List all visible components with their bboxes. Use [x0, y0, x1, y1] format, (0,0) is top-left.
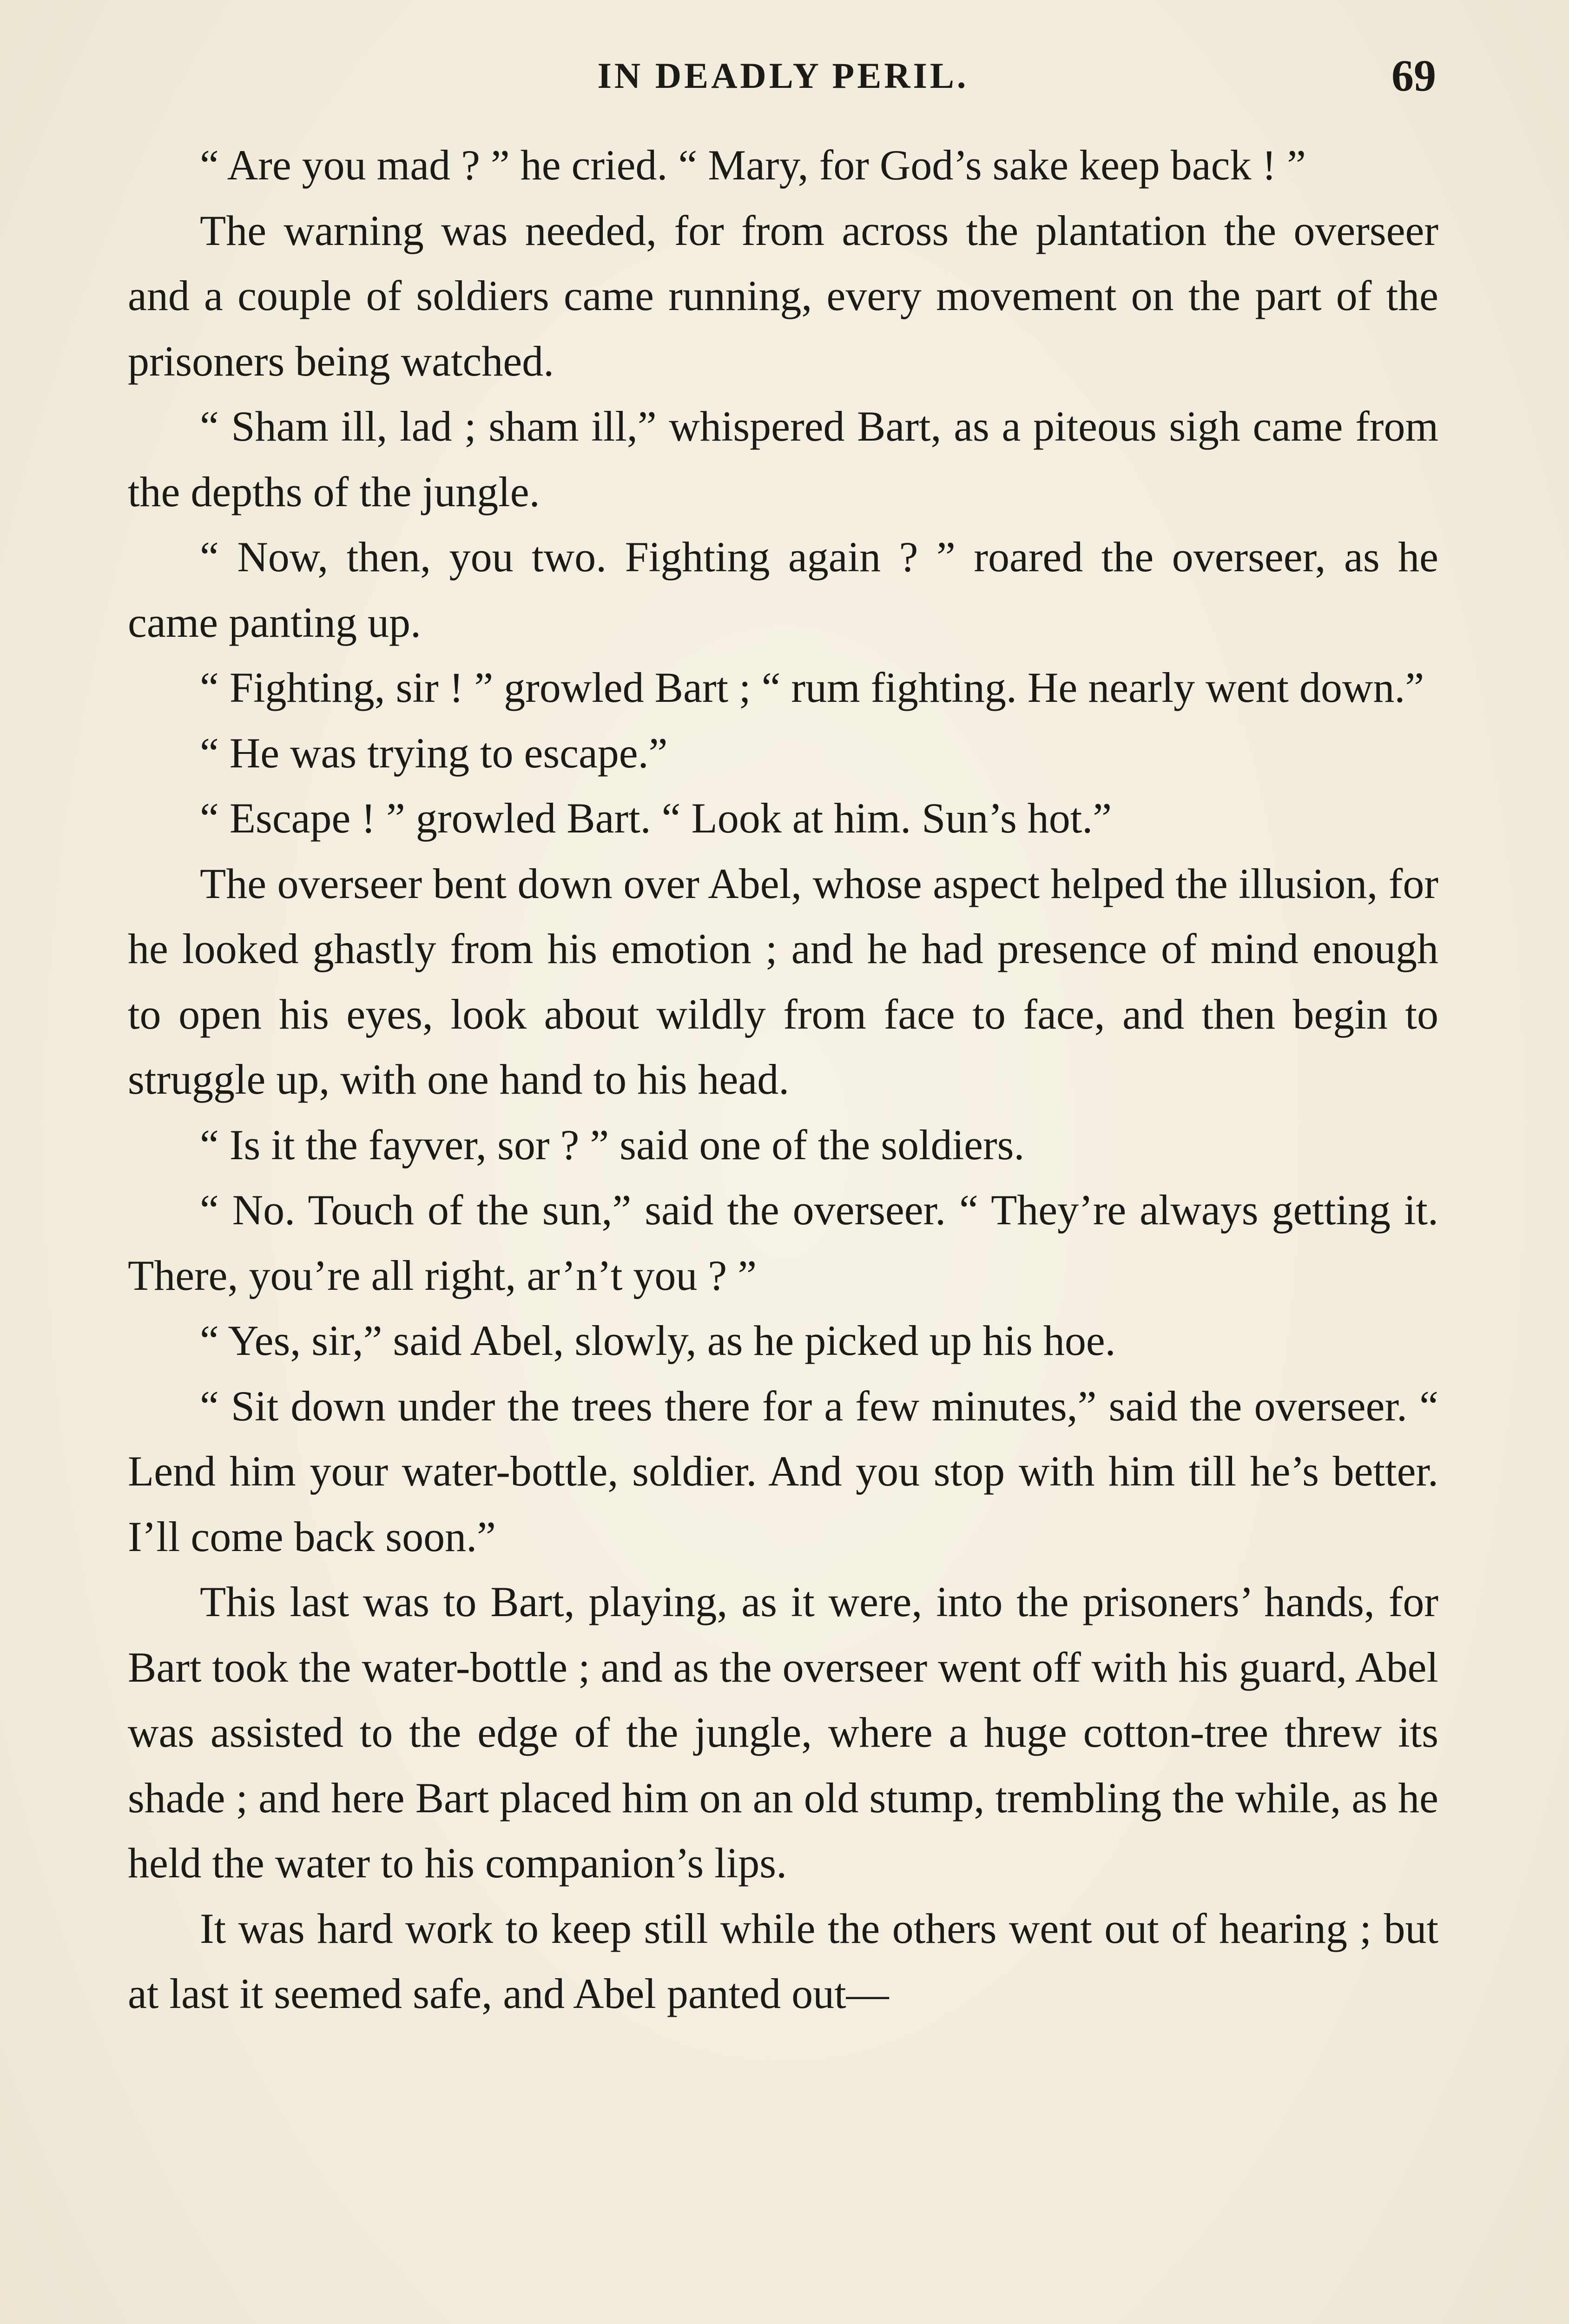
paragraph: “ No. Touch of the sun,” said the overseer. “ They’re always getting it. There, you’re all right, ar’n’t you ? ”: [128, 1186, 1438, 1299]
paragraph: It was hard work to keep still while the others went out of hearing ; but at last it seemed safe, and Abel panted out—: [128, 1904, 1438, 2017]
paragraph: “ Now, then, you two. Fighting again ? ” roared the overseer, as he came panting up.: [128, 533, 1438, 646]
page-number: 69: [1391, 51, 1436, 100]
paragraph: The overseer bent down over Abel, whose aspect helped the illusion, for he looked ghastly from his emotion ; and he had presence of mind enough to open his eyes, look about wildly from face to face, and then begin to struggle up, with one hand to his head.: [128, 859, 1438, 1103]
page-header: [130, 50, 1436, 101]
paragraph: “ Escape ! ” growled Bart. “ Look at him. Sun’s hot.”: [200, 794, 1112, 842]
running-head: IN DEADLY PERIL.: [597, 55, 969, 96]
paragraph: “ Fighting, sir ! ” growled Bart ; “ rum fighting. He nearly went down.”: [200, 664, 1424, 711]
paragraph: “ Sham ill, lad ; sham ill,” whispered Bart, as a piteous sigh came from the depths of the jungle.: [128, 403, 1438, 515]
paragraph: “ Sit down under the trees there for a few minutes,” said the overseer. “ Lend him your water-bottle, soldier. And you stop with him till he’s better. I’ll come back soon.”: [128, 1382, 1438, 1560]
paragraph: This last was to Bart, playing, as it were, into the prisoners’ hands, for Bart took the water-bottle ; and as the overseer went off with his guard, Abel was assisted to the edge of the jungle, where a huge cotton-tree threw its shade ; and here Bart placed him on an old stump, trembling the while, as he held the water to his companion’s lips.: [128, 1578, 1438, 1887]
paragraph: “ Are you mad ? ” he cried. “ Mary, for God’s sake keep back ! ”: [200, 141, 1306, 189]
body-text: [128, 132, 1438, 2027]
paragraph: “ Is it the fayver, sor ? ” said one of the soldiers.: [200, 1121, 1025, 1169]
paragraph: “ He was trying to escape.”: [200, 729, 668, 777]
paragraph: “ Yes, sir,” said Abel, slowly, as he picked up his hoe.: [200, 1317, 1116, 1364]
paragraph: The warning was needed, for from across the plantation the overseer and a couple of soldiers came running, every movement on the part of the prisoners being watched.: [128, 206, 1438, 385]
